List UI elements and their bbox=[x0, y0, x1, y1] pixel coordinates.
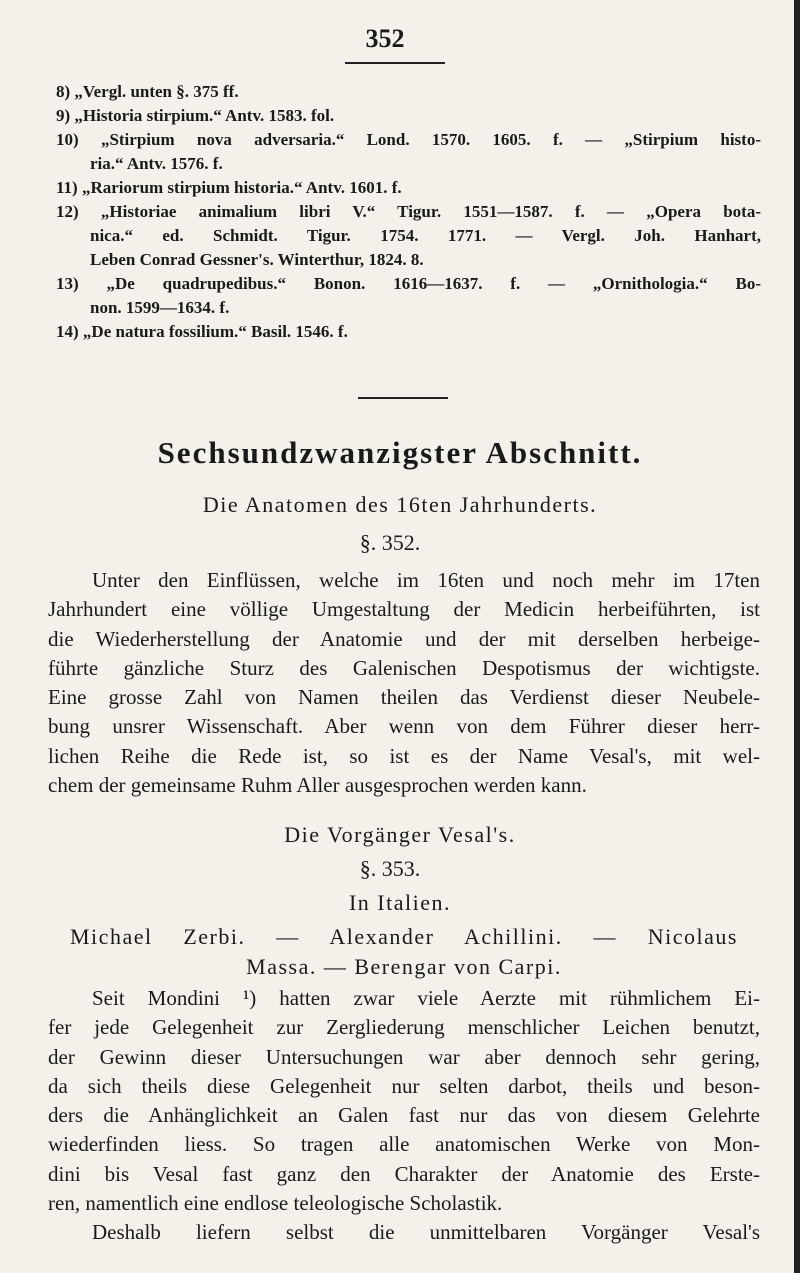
names-line: Michael Zerbi. — Alexander Achillini. — Nicolaus bbox=[70, 924, 738, 949]
footnotes-block bbox=[56, 80, 761, 344]
text-line: die Wiederherstellung der Anatomie und der mit derselben herbeige- bbox=[48, 626, 760, 651]
subheading-predecessors: Die Vorgänger Vesal's. bbox=[284, 822, 516, 847]
text-line: fer jede Gelegenheit zur Zergliederung menschlicher Leichen benutzt, bbox=[48, 1015, 760, 1040]
subheading-italy: In Italien. bbox=[348, 890, 452, 915]
footnote-line: ria.“ Antv. 1576. f. bbox=[90, 154, 223, 173]
text-line: lichen Reihe die Rede ist, so ist es der Name Vesal's, mit wel- bbox=[48, 743, 760, 768]
section-separator-rule bbox=[358, 397, 448, 399]
text-line: ren, namentlich eine endlose teleologische Scholastik. bbox=[48, 1191, 503, 1216]
text-line: da sich theils diese Gelegenheit nur selten darbot, theils und beson- bbox=[48, 1073, 760, 1098]
text-line: Eine grosse Zahl von Namen theilen das Verdienst dieser Neubele- bbox=[48, 685, 760, 710]
section-title: Sechsundzwanzigster Abschnitt. bbox=[157, 435, 643, 470]
page-number-rule bbox=[345, 62, 445, 64]
paragraph-352 bbox=[48, 566, 760, 800]
text-line: ders die Anhänglichkeit an Galen fast nur das von diesem Gelehrte bbox=[48, 1103, 760, 1128]
text-line: führte gänzliche Sturz des Galenischen Despotismus der wichtigste. bbox=[48, 655, 760, 680]
text-line: bung unsrer Wissenschaft. Aber wenn von dem Führer dieser herr- bbox=[48, 714, 760, 739]
footnote-line: 10) „Stirpium nova adversaria.“ Lond. 1570. 1605. f. — „Stirpium histo- bbox=[56, 130, 761, 149]
footnote-line: non. 1599—1634. f. bbox=[90, 298, 230, 317]
footnote-line: 9) „Historia stirpium.“ Antv. 1583. fol. bbox=[56, 106, 335, 125]
footnote-line: Leben Conrad Gessner's. Winterthur, 1824. 8. bbox=[90, 250, 424, 269]
footnote-line: nica.“ ed. Schmidt. Tigur. 1754. 1771. — Vergl. Joh. Hanhart, bbox=[90, 226, 761, 245]
footnote-line: 8) „Vergl. unten §. 375 ff. bbox=[56, 82, 239, 101]
footnote-line: 11) „Rariorum stirpium historia.“ Antv. 1601. f. bbox=[56, 178, 402, 197]
footnote-line: 13) „De quadrupedibus.“ Bonon. 1616—1637. f. — „Ornithologia.“ Bo- bbox=[56, 274, 761, 293]
text-line: dini bis Vesal fast ganz den Charakter der Anatomie des Erste- bbox=[48, 1161, 760, 1186]
section-subtitle: Die Anatomen des 16ten Jahrhunderts. bbox=[202, 492, 598, 517]
text-line: Unter den Einflüssen, welche im 16ten und noch mehr im 17ten bbox=[92, 568, 760, 592]
footnote-line: 14) „De natura fossilium.“ Basil. 1546. f. bbox=[56, 322, 348, 341]
paragraph-number: §. 352. bbox=[359, 530, 421, 555]
names-line: Massa. — Berengar von Carpi. bbox=[246, 954, 562, 979]
text-line: Jahrhundert eine völlige Umgestaltung der Medicin herbeiführten, ist bbox=[48, 597, 760, 622]
text-line: Seit Mondini ¹) hatten zwar viele Aerzte mit rühmlichem Ei- bbox=[92, 986, 760, 1010]
page-number: 352 bbox=[365, 24, 405, 53]
text-line: Deshalb liefern selbst die unmittelbaren Vorgänger Vesal's bbox=[92, 1220, 760, 1245]
paragraph-353 bbox=[48, 984, 760, 1248]
paragraph-number: §. 353. bbox=[359, 856, 421, 881]
text-line: wiederfinden liess. So tragen alle anatomischen Werke von Mon- bbox=[48, 1132, 760, 1157]
text-line: chem der gemeinsame Ruhm Aller ausgesprochen werden kann. bbox=[48, 773, 587, 798]
page-edge-shadow bbox=[794, 0, 800, 1273]
footnote-line: 12) „Historiae animalium libri V.“ Tigur. 1551—1587. f. — „Opera bota- bbox=[56, 202, 761, 221]
text-line: der Gewinn dieser Untersuchungen war aber dennoch sehr gering, bbox=[48, 1044, 760, 1069]
names-heading bbox=[70, 922, 738, 982]
